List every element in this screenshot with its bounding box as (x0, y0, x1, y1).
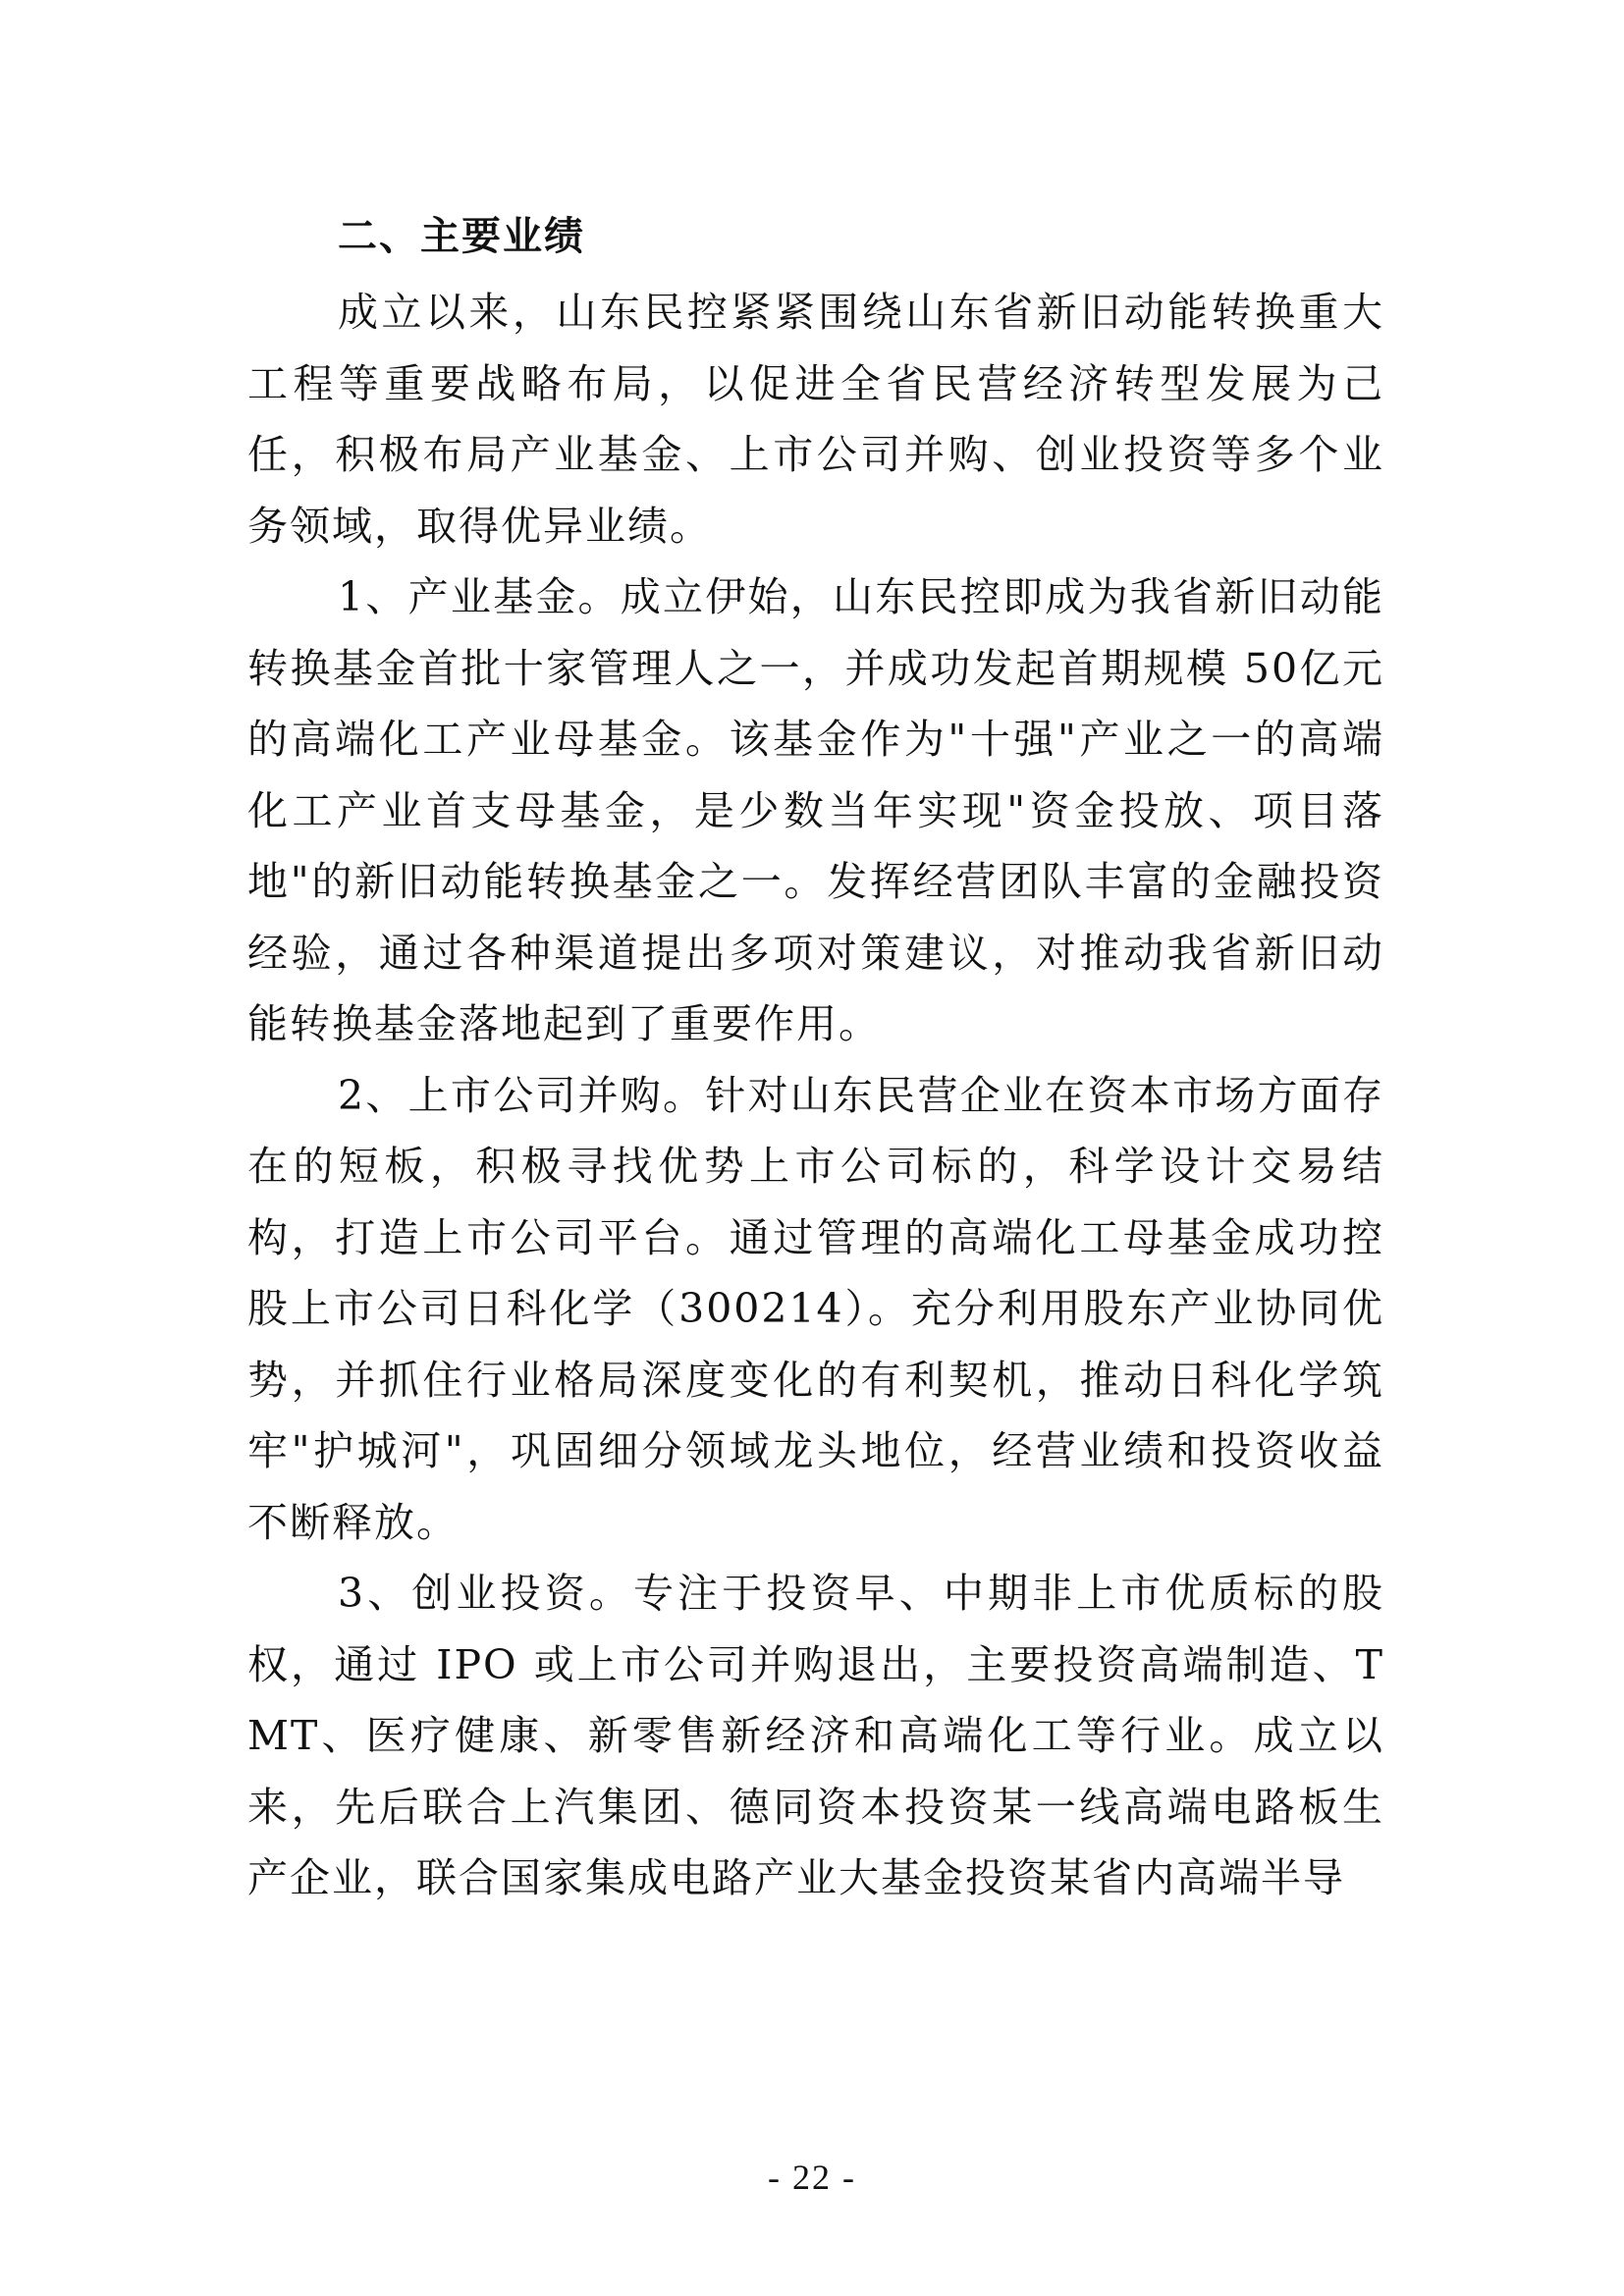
paragraph-industry-fund: 1、产业基金。成立伊始，山东民控即成为我省新旧动能转换基金首批十家管理人之一，并成功发起首期规模 50亿元的高端化工产业母基金。该基金作为"十强"产业之一的高端化工产业首支母基金，是少数当年实现"资金投放、项目落地"的新旧动能转换基金之一。发挥经营团队丰富的金融投资经验，通过各种渠道提出多项对策建议，对推动我省新旧动能转换基金落地起到了重要作用。 (247, 573, 1384, 1047)
section-heading: 二、主要业绩 (338, 214, 585, 259)
page-number: - 22 - (768, 2158, 856, 2197)
paragraph-venture-investment: 3、创业投资。专注于投资早、中期非上市优质标的股权，通过 IPO 或上市公司并购退出，主要投资高端制造、TMT、医疗健康、新零售新经济和高端化工等行业。成立以来，先后联合上汽集团、德同资本投资某一线高端电路板生产企业，联合国家集成电路产业大基金投资某省内高端半导 (247, 1570, 1384, 1901)
page-body (247, 208, 1384, 1914)
intro-paragraph: 成立以来，山东民控紧紧围绕山东省新旧动能转换重大工程等重要战略布局，以促进全省民营经济转型发展为己任，积极布局产业基金、上市公司并购、创业投资等多个业务领域，取得优异业绩。 (247, 289, 1384, 550)
paragraph-listed-company-ma: 2、上市公司并购。针对山东民营企业在资本市场方面存在的短板，积极寻找优势上市公司标的，科学设计交易结构，打造上市公司平台。通过管理的高端化工母基金成功控股上市公司日科化学（300214）。充分利用股东产业协同优势，并抓住行业格局深度变化的有利契机，推动日科化学筑牢"护城河"，巩固细分领域龙头地位，经营业绩和投资收益不断释放。 (247, 1071, 1384, 1546)
